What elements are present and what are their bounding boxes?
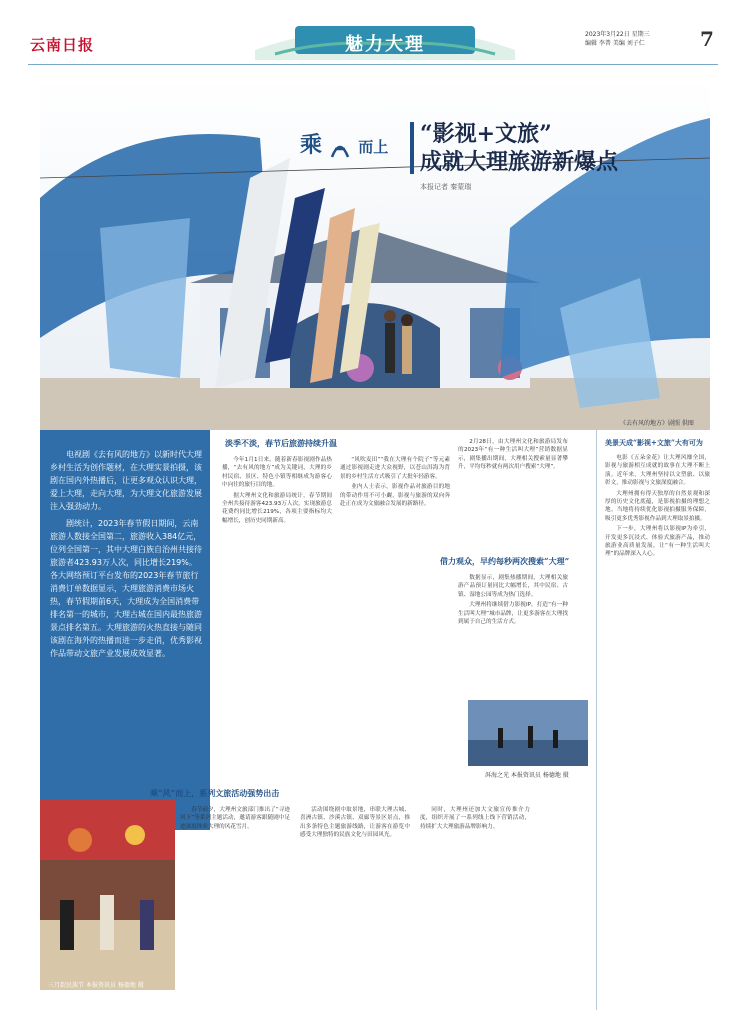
festival-photo	[40, 800, 175, 990]
page-number: 7	[700, 27, 714, 51]
kicker-char-2: 而上	[358, 138, 389, 156]
column-divider	[596, 430, 597, 1010]
article-paragraph: “风吹麦田”“我在大理有个院子”等元素通过影视剧走进大众视野，以苍山洱海为背景的乡村生活方式吸引了大批年轻游客。	[340, 457, 450, 480]
kicker-char-1: 乘	[300, 132, 323, 158]
lead-text	[50, 448, 202, 664]
headline-accent-bar	[410, 122, 414, 174]
section-2-column-b	[458, 574, 568, 628]
article-paragraph: 大理州将继续借力影视IP，打造“有一种生活叫大理”城市品牌，让更多游客在大理找到属于自己的生活方式。	[458, 602, 568, 626]
section-2-column-a	[458, 438, 568, 474]
issue-date: 2023年3月22日 星期三	[585, 31, 650, 38]
article-paragraph: 数据显示，剧集热播期间，大理相关旅游产品预订量同比大幅增长，其中民宿、古镇、湿地公园等成为热门选择。	[458, 575, 568, 598]
section-3-column-b	[300, 806, 410, 842]
article-paragraph: 电影《五朵金花》让大理风靡全国，影视与旅游相互成就的故事在大理不断上演。近年来，大理州坚持以文塑旅、以旅彰文，推动影视与文旅深度融合。	[605, 455, 710, 487]
festival-photo-caption: 三月街民族节 本报资讯员 杨德地 摄	[48, 982, 144, 989]
section-1-title: 淡季不淡，春节后旅游持续升温	[225, 438, 337, 448]
lead-paragraph: 剧统计，2023年春节假日期间，云南旅游人数接全国第二，旅游收入384亿元，位列全国第一，其中大理白族自治州共接待旅游者423.93万人次，同比增长219%。各大网络预订平台发布的2023年春节旅行消费订单数据显示，大理旅游消费市场火热，春节假期前6天，大理成为全国消费带排名第一的城市，大理古城在国内最热旅游景点排名第五。大理旅游的火热直接与随同该剧在海外的热播而进一步走俏，优秀影视作品带动文旅产业发展成效显著。	[50, 519, 202, 658]
middle-photo-caption: 洱海之光 本报资讯员 杨德地 摄	[485, 772, 569, 779]
article-paragraph: 据大理州文化和旅游局统计，春节期间全州共接待游客423.93万人次，实现旅游总花费约同比增长219%，各项主要指标均大幅增长，创历史同期新高。	[222, 492, 332, 524]
section-1-column-b	[340, 456, 450, 510]
article-paragraph: 大理州拥有得天独厚的自然景观和深厚的历史文化底蕴，是影视拍摄的理想之地。当地将持续优化影视拍摄服务保障，吸引更多优秀影视作品到大理取景拍摄。	[605, 490, 710, 522]
issue-editors: 编辑 李普 美编 刘子仁	[585, 40, 645, 47]
article-paragraph: 春节前夕，大理州文旅部门推出了“寻迹风下”等系列主题活动，邀请游客跟随剧中足迹深度体验大理的风花雪月。	[180, 807, 290, 830]
article-paragraph: 2月28日，由大理州文化和旅游局发布的2023年“有一种生活叫大理”营销数据显示，剧集播出期间，大理相关搜索量显著攀升，平均每秒就有两次用户搜索“大理”。	[458, 439, 568, 471]
lead-paragraph: 电视剧《去有风的地方》以新时代大理乡村生活为创作题材，在大理实景拍摄，该剧在国内外热播后，让更多观众认识大理，爱上大理，走向大理，为大理文化旅游发展注入强劲动力。	[50, 450, 202, 511]
header-rule	[28, 64, 718, 65]
byline: 本报记者 秦蒙瑞	[420, 183, 472, 191]
article-paragraph: 同时，大理州还加大文旅宣传推介力度，组织开展了一系列线上线下营销活动，持续扩大大理旅游品牌影响力。	[420, 807, 530, 830]
section-4-column	[605, 454, 710, 561]
issue-info	[585, 30, 695, 48]
article-paragraph: 下一步，大理州将以影视IP为牵引，开发更多沉浸式、体验式旅游产品，推动旅游业高质量发展，让“有一种生活叫大理”的品牌深入人心。	[605, 526, 710, 558]
headline-kicker	[300, 128, 388, 161]
headline	[420, 120, 618, 176]
article-paragraph: 今年1月1日来，随着新春影视剧作品热播，“去有风的地方”成为关键词，大理的乡村民宿、景区、特色小镇等相继成为游客心中向往的旅行目的地。	[222, 457, 332, 489]
section-3-column-a	[180, 806, 290, 833]
headline-line-2: 成就大理旅游新爆点	[420, 149, 619, 175]
headline-line-1: “影视+文旅”	[420, 121, 552, 147]
article-paragraph: 活动围绕剧中取景地，串联大理古城、喜洲古镇、沙溪古镇、双廊等景区景点，推出多条特色主题旅游线路，让游客在游览中感受大理独特的民族文化与田园风光。	[300, 807, 410, 839]
section-title: 魅力大理	[345, 34, 425, 55]
section-3-column-c	[420, 806, 530, 833]
section-1-column-a	[222, 456, 332, 527]
masthead-logo: 云南日报	[30, 36, 95, 54]
middle-photo	[468, 700, 588, 766]
section-3-title: 乘“风”而上，系列文旅活动强势出击	[150, 788, 280, 798]
hero-caption: 《去有风的地方》剧照 供图	[620, 420, 694, 427]
wind-glyph-icon	[327, 135, 353, 161]
section-4-title: 美景天成“影视+文旅”大有可为	[605, 438, 703, 447]
article-paragraph: 业内人士表示，影视作品对旅游目的地的带动作用不可小觑，影视与旅游的双向奔赴正在成为文旅融合发展的新路径。	[340, 484, 450, 508]
section-2-title: 借力观众，早约每秒两次搜索“大理”	[440, 556, 570, 566]
